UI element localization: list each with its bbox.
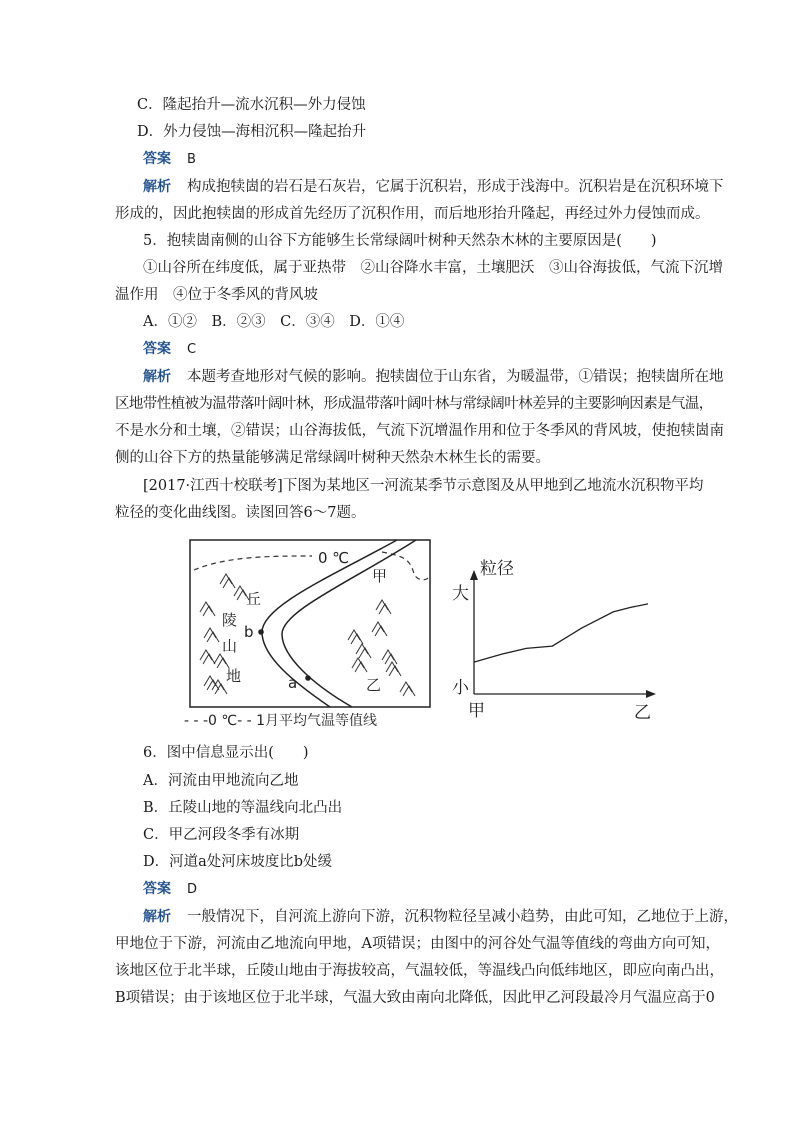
question-5: 5．抱犊崮南侧的山谷下方能够生长常绿阔叶树种天然杂木林的主要原因是( ) bbox=[143, 233, 657, 249]
analysis-5-line-4: 侧的山谷下方的热量能够满足常绿阔叶树种天然杂木林生长的需要。 bbox=[115, 450, 550, 466]
answer-4 bbox=[143, 149, 196, 170]
hill-symbol bbox=[214, 654, 229, 668]
hill-char-shan: 山 bbox=[222, 637, 238, 655]
answer-label: 答案 bbox=[143, 881, 171, 897]
hill-symbol bbox=[386, 662, 401, 676]
river-map bbox=[184, 540, 430, 729]
q6-option-a: A．河流由甲地流向乙地 bbox=[143, 773, 299, 789]
hill-symbol bbox=[200, 650, 215, 664]
hill-symbol bbox=[348, 630, 363, 644]
point-a-dot bbox=[305, 675, 311, 681]
y-axis-arrow bbox=[470, 570, 478, 580]
analysis-text: 本题考查地形对气候的影响。抱犊崮位于山东省，为暖温带，①错误；抱犊崮所在地 bbox=[187, 369, 724, 385]
analysis-6-line-3: 该地区位于北半球，丘陵山地由于海拔较高，气温较低，等温线凸向低纬地区，即应向南凸出， bbox=[115, 963, 724, 979]
place-jia-map: 甲 bbox=[372, 567, 388, 585]
hill-symbol bbox=[382, 650, 397, 664]
answer-5 bbox=[143, 339, 196, 360]
hill-symbol bbox=[376, 600, 391, 614]
answer-label: 答案 bbox=[143, 341, 171, 357]
analysis-5-line-2: 区地带性植被为温带落叶阔叶林，形成温带落叶阔叶林与常绿阔叶林差异的主要影响因素是气温， bbox=[115, 396, 713, 412]
intro-line-2: 粒径的变化曲线图。读图回答6～7题。 bbox=[115, 505, 366, 521]
grain-size-line bbox=[474, 604, 648, 662]
answer-value: D bbox=[187, 882, 198, 897]
question-5-choices: A．①② B．②③ C．③④ D．①④ bbox=[143, 314, 405, 330]
q6-option-c: C．甲乙河段冬季有冰期 bbox=[143, 827, 300, 843]
x-end-label: 乙 bbox=[634, 703, 651, 723]
hill-symbol bbox=[352, 658, 367, 672]
figure-svg bbox=[182, 536, 664, 736]
analysis-text: 构成抱犊崮的岩石是石灰岩，它属于沉积岩，形成于浅海中。沉积岩是在沉积环境下 bbox=[187, 179, 724, 195]
analysis-text: 一般情况下，自河流上游向下游，沉积物粒径呈减小趋势，由此可知，乙地位于上游， bbox=[187, 909, 738, 925]
map-legend: - - -0 ℃- - 1月平均气温等值线 bbox=[184, 713, 378, 729]
analysis-4-line-2: 形成的，因此抱犊崮的形成首先经历了沉积作用，而后地形抬升隆起，再经过外力侵蚀而成。 bbox=[115, 206, 710, 222]
hill-char-di: 地 bbox=[226, 667, 242, 685]
analysis-5-line-1 bbox=[143, 367, 724, 387]
answer-label: 答案 bbox=[143, 151, 171, 167]
x-start-label: 甲 bbox=[468, 701, 485, 721]
hill-symbol bbox=[200, 602, 215, 616]
analysis-6-line-2: 甲地位于下游，河流由乙地流向甲地，A项错误；由图中的河谷处气温等值线的弯曲方向可知， bbox=[115, 936, 720, 952]
isotherm-label: 0 ℃ bbox=[318, 549, 350, 567]
x-axis-arrow bbox=[646, 690, 656, 698]
place-yi-map: 乙 bbox=[366, 676, 382, 694]
analysis-6-line-1 bbox=[143, 907, 738, 927]
point-b-dot bbox=[258, 629, 264, 635]
line-c: C．隆起抬升—流水沉积—外力侵蚀 bbox=[137, 97, 366, 113]
hill-symbol bbox=[372, 622, 387, 636]
isotherm-line bbox=[194, 552, 428, 580]
analysis-label: 解析 bbox=[143, 369, 171, 385]
answer-6 bbox=[143, 879, 197, 900]
analysis-6-line-4: B项错误；由于该地区位于北半球，气温大致由南向北降低，因此甲乙河段最冷月气温应高于0 bbox=[115, 990, 715, 1006]
answer-value: C bbox=[187, 342, 197, 357]
hill-symbol bbox=[356, 644, 371, 658]
hill-symbol bbox=[220, 574, 235, 588]
hill-symbol bbox=[400, 682, 415, 696]
question-5-options-line-2: 温作用 ④位于冬季风的背风坡 bbox=[115, 287, 318, 303]
question-5-options-line-1: ①山谷所在纬度低，属于亚热带 ②山谷降水丰富，土壤肥沃 ③山谷海拔低，气流下沉增 bbox=[143, 260, 723, 276]
analysis-label: 解析 bbox=[143, 179, 171, 195]
hill-symbol bbox=[204, 628, 219, 642]
hill-char-ling: 陵 bbox=[222, 611, 238, 629]
y-axis-label: 粒径 bbox=[480, 559, 514, 579]
q6-option-d: D．河道a处河床坡度比b处缓 bbox=[143, 854, 333, 870]
y-bottom-label: 小 bbox=[452, 678, 469, 698]
y-top-label: 大 bbox=[452, 584, 469, 604]
point-b-label: b bbox=[244, 623, 254, 641]
point-a-label: a bbox=[288, 674, 298, 692]
line-d: D．外力侵蚀—海相沉积—隆起抬升 bbox=[137, 124, 367, 140]
grain-size-chart bbox=[452, 559, 656, 723]
q6-option-b: B．丘陵山地的等温线向北凸出 bbox=[143, 800, 343, 816]
analysis-label: 解析 bbox=[143, 909, 171, 925]
answer-value: B bbox=[187, 152, 196, 167]
analysis-4-line-1 bbox=[143, 177, 724, 197]
intro-line-1: [2017·江西十校联考]下图为某地区一河流某季节示意图及从甲地到乙地流水沉积物平均 bbox=[143, 478, 704, 494]
analysis-5-line-3: 不是水分和土壤，②错误；山谷海拔低，气流下沉增温作用和位于冬季风的背风坡，使抱犊崮南 bbox=[115, 423, 724, 439]
question-6: 6．图中信息显示出( ) bbox=[143, 745, 309, 761]
hill-char-qiu: 丘 bbox=[246, 590, 262, 608]
figure bbox=[182, 536, 664, 740]
